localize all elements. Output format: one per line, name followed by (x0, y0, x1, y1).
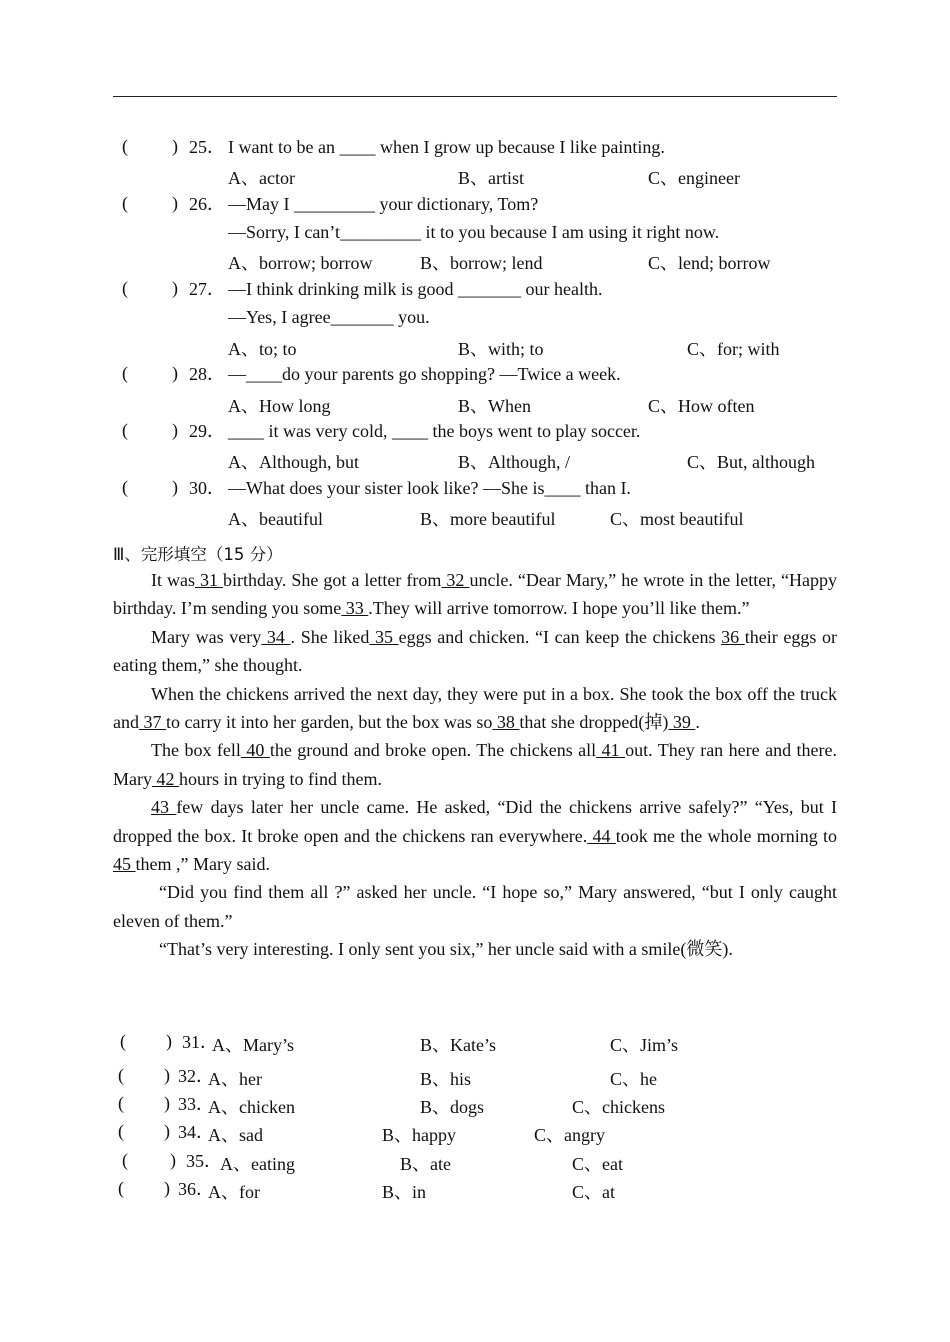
option-c: C、chickens (572, 1097, 665, 1117)
option-a: A、chicken (208, 1097, 295, 1117)
answer-paren-open: ( (118, 1121, 124, 1141)
question-text: I want to be an ____ when I grow up because I like painting. (228, 137, 665, 157)
option-c: C、How often (648, 396, 755, 416)
answer-paren-open: ( (118, 1093, 124, 1113)
option-b: B、more beautiful (420, 509, 556, 529)
answer-paren-open: ( (122, 1150, 128, 1170)
blank-39: 39 (668, 712, 696, 733)
passage-paragraph-3: When the chickens arrived the next day, they were put in a box. She took the box off the truck and 37 to carry it into her garden, but the box was so 38 that she dropped(掉) 39 . (113, 683, 837, 733)
option-c: C、most beautiful (610, 509, 744, 529)
answer-paren-open: ( (122, 193, 128, 213)
blank-36: 36 (721, 626, 745, 647)
answer-paren-close: ) (172, 136, 178, 156)
answer-paren-open: ( (122, 363, 128, 383)
option-c: C、eat (572, 1154, 623, 1174)
answer-paren-close: ) (164, 1178, 170, 1198)
option-b: B、artist (458, 168, 524, 188)
answer-paren-open: ( (118, 1065, 124, 1085)
question-text: ____ it was very cold, ____ the boys went to play soccer. (228, 421, 641, 441)
option-b: B、Although, / (458, 452, 571, 472)
option-a: A、her (208, 1069, 262, 1089)
answer-paren-open: ( (122, 420, 128, 440)
option-a: A、actor (228, 168, 295, 188)
answer-paren-close: ) (166, 1031, 172, 1051)
question-number: 31． (182, 1032, 218, 1052)
option-c: C、But, although (687, 452, 816, 472)
passage-paragraph-7: “That’s very interesting. I only sent you six,” her uncle said with a smile(微笑). (159, 939, 733, 960)
answer-paren-close: ) (172, 363, 178, 383)
option-b: B、Kate’s (420, 1035, 496, 1055)
option-b: B、in (382, 1182, 427, 1202)
question-number: 26． (189, 194, 225, 214)
passage-paragraph-1: It was 31 birthday. She got a letter from 32 uncle. “Dear Mary,” he wrote in the letter, “Happy birthday. I’m sending you some 33 .They will arrive tomorrow. I hope you’ll like them.” (113, 570, 838, 619)
option-c: C、engineer (648, 168, 740, 188)
question-text: —____do your parents go shopping? —Twice a week. (228, 364, 621, 384)
option-c: C、he (610, 1069, 657, 1089)
blank-40: 40 (240, 740, 270, 761)
answer-paren-close: ) (164, 1093, 170, 1113)
question-number: 30． (189, 478, 225, 498)
answer-paren-open: ( (120, 1031, 126, 1051)
option-b: B、happy (382, 1125, 456, 1145)
question-number: 35． (186, 1151, 222, 1171)
answer-paren-close: ) (164, 1121, 170, 1141)
passage-paragraph-2: Mary was very 34 . She liked 35 eggs and chicken. “I can keep the chickens 36 their eggs or eating them,” she thought. (113, 626, 838, 676)
option-a: A、eating (220, 1154, 295, 1174)
answer-paren-close: ) (164, 1065, 170, 1085)
question-number: 33． (178, 1094, 214, 1114)
blank-35: 35 (369, 626, 399, 647)
option-b: B、with; to (458, 339, 544, 359)
question-number: 32． (178, 1066, 214, 1086)
answer-paren-open: ( (118, 1178, 124, 1198)
blank-34: 34 (261, 626, 291, 647)
blank-44: 44 (587, 825, 616, 846)
option-b: B、dogs (420, 1097, 485, 1117)
question-number: 28． (189, 364, 225, 384)
question-text: —What does your sister look like? —She is____ than I. (228, 478, 631, 498)
blank-32: 32 (441, 570, 470, 590)
question-text-line-2: —Sorry, I can’t_________ it to you because I am using it right now. (228, 222, 720, 242)
option-b: B、borrow; lend (420, 253, 543, 273)
option-c: C、at (572, 1182, 615, 1202)
header-rule (113, 96, 837, 97)
answer-paren-open: ( (122, 477, 128, 497)
option-a: A、Mary’s (212, 1035, 294, 1055)
answer-paren-close: ) (172, 278, 178, 298)
option-b: B、When (458, 396, 531, 416)
cloze-passage (113, 566, 837, 964)
option-a: A、sad (208, 1125, 263, 1145)
passage-paragraph-6: “Did you find them all ?” asked her uncle. “I hope so,” Mary answered, “but I only caught eleven of them.” (113, 882, 837, 931)
question-number: 25． (189, 137, 225, 157)
blank-41: 41 (596, 740, 626, 761)
answer-paren-close: ) (172, 477, 178, 497)
option-a: A、to; to (228, 339, 297, 359)
option-c: C、Jim’s (610, 1035, 679, 1055)
blank-33: 33 (341, 598, 369, 619)
question-text-line-2: —Yes, I agree_______ you. (228, 307, 430, 327)
option-a: A、borrow; borrow (228, 253, 373, 273)
question-number: 34． (178, 1122, 214, 1142)
question-number: 27． (189, 279, 225, 299)
answer-paren-open: ( (122, 278, 128, 298)
option-a: A、beautiful (228, 509, 323, 529)
section-heading: Ⅲ、完形填空（15 分） (113, 545, 283, 564)
option-c: C、lend; borrow (648, 253, 771, 273)
answer-paren-open: ( (122, 136, 128, 156)
question-number: 29． (189, 421, 225, 441)
blank-43: 43 (151, 797, 177, 818)
passage-paragraph-5: 43 few days later her uncle came. He asked, “Did the chickens arrive safely?” “Yes, but I dropped the box. It broke open and the chickens ran everywhere. 44 took me the whole morning to 45 them ,” Mary said. (113, 797, 838, 875)
option-a: A、How long (228, 396, 331, 416)
question-text: —May I _________ your dictionary, Tom? (228, 194, 539, 214)
option-c: C、angry (534, 1125, 605, 1145)
option-a: A、Although, but (228, 452, 360, 472)
answer-paren-close: ) (170, 1150, 176, 1170)
option-c: C、for; with (687, 339, 780, 359)
option-b: B、ate (400, 1154, 451, 1174)
blank-45: 45 (113, 854, 136, 875)
option-b: B、his (420, 1069, 472, 1089)
answer-paren-close: ) (172, 193, 178, 213)
blank-42: 42 (152, 768, 179, 789)
blank-37: 37 (139, 712, 166, 733)
blank-38: 38 (492, 712, 520, 733)
answer-paren-close: ) (172, 420, 178, 440)
blank-31: 31 (195, 570, 224, 590)
question-text: —I think drinking milk is good _______ our health. (228, 279, 603, 299)
option-a: A、for (208, 1182, 260, 1202)
passage-paragraph-4: The box fell 40 the ground and broke open. The chickens all 41 out. They ran here and there. Mary 42 hours in trying to find them. (113, 740, 838, 789)
question-number: 36． (178, 1179, 214, 1199)
